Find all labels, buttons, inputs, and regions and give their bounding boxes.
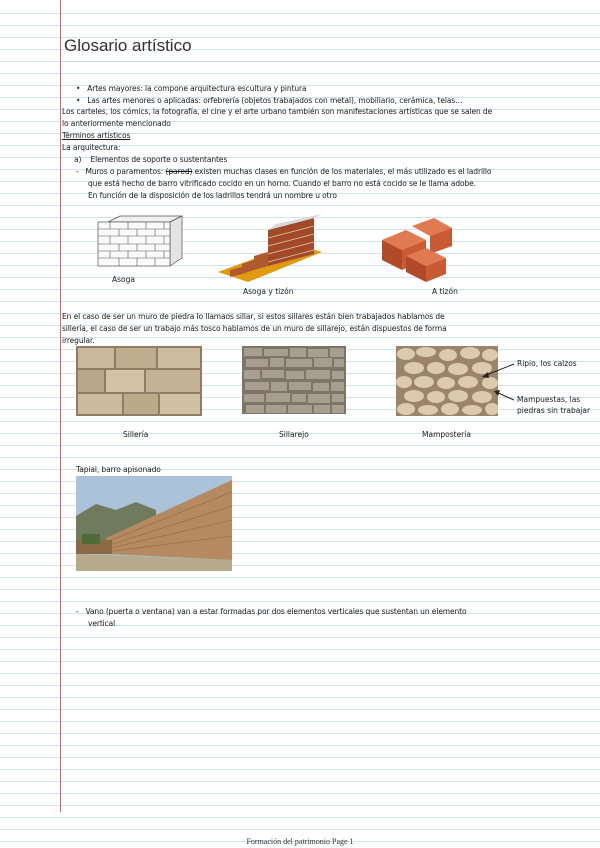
stone-text-line: sillería, el caso de ser un trabajo más tosco hablamos de un muro de sillarejo, están dispuestos de forma (62, 324, 447, 333)
annotation-ripio: Ripio, los calzos (517, 359, 577, 368)
annotation-arrows (478, 356, 518, 416)
struck-word: (pared) (165, 167, 193, 176)
tapial-heading: Tapial, barro apisonado (76, 465, 161, 474)
caption-silleria: Sillería (123, 430, 149, 439)
list-marker: a) (74, 155, 82, 164)
vano-text: Vano (puerta o ventana) van a estar formadas por dos elementos verticales que sustentan un elemento (85, 607, 467, 616)
muros-rest: existen muchas clases en función de los materiales, el más utilizado es el ladrillo (194, 167, 492, 176)
intro-line: Los carteles, los cómics, la fotografía, el cine y el arte urbano también son manifestaciones artísticas que se salen de (62, 107, 493, 116)
vano-line (76, 606, 467, 617)
caption-asoga-tizon: Asoga y tizón (243, 287, 294, 296)
margin-line (60, 0, 61, 812)
subsection-heading: La arquitectura: (62, 143, 121, 152)
title-rule (62, 61, 600, 62)
muros-line-3: En función de la disposición de los ladrillos tendrá un nombre u otro (88, 191, 337, 200)
list-text: Elementos de soporte o sustentantes (90, 155, 228, 164)
dash-marker: - (76, 167, 79, 176)
caption-mamposteria: Mampostería (422, 430, 471, 439)
page-footer: Formación del patrimonio Page 1 (246, 837, 354, 846)
caption-sillarejo: Sillarejo (279, 430, 309, 439)
vano-line-2: vertical (88, 619, 116, 628)
annotation-mampuestas: Mampuestas, las piedras sin trabajar (517, 395, 591, 415)
caption-asoga: Asoga (112, 275, 135, 284)
tapial-image (76, 476, 232, 571)
sillarejo-image (242, 346, 346, 414)
caption-a-tizon: A tizón (432, 287, 458, 296)
page-title: Glosario artístico (64, 36, 192, 55)
bullet-text-major: Artes mayores: la compone arquitectura escultura y pintura (87, 84, 307, 93)
brick-asoga-image (90, 214, 190, 274)
stone-text-line: irregular. (62, 336, 95, 345)
muros-line (76, 166, 491, 177)
muros-line-2: que está hecho de barro vitrificado cocido en un horno. Cuando el barro no está cocido se le llama adobe. (88, 179, 476, 188)
bullet-text-minor: Las artes menores o aplicadas: orfebrería (objetos trabajados con metal), mobiliario, cerámica, telas… (87, 96, 463, 105)
dash-marker: - (76, 607, 79, 616)
silleria-image (76, 346, 202, 416)
section-heading: Términos artísticos (62, 131, 131, 140)
intro-line: lo anteriormente mencionado (62, 119, 171, 128)
brick-asoga-tizon-image (218, 212, 322, 282)
bullet-item: • Artes mayores: la compone arquitectura escultura y pintura (76, 84, 307, 93)
stone-text-line: En el caso de ser un muro de piedra lo llamaos sillar, si estos sillares están bien trabajados hablamos de (62, 312, 445, 321)
brick-a-tizon-image (372, 214, 460, 284)
list-item-a (74, 154, 227, 165)
bullet-item: • Las artes menores o aplicadas: orfebrería (objetos trabajados con metal), mobiliario, cerámica, telas… (76, 96, 463, 105)
muros-lead: Muros o paramentos: (85, 167, 164, 176)
